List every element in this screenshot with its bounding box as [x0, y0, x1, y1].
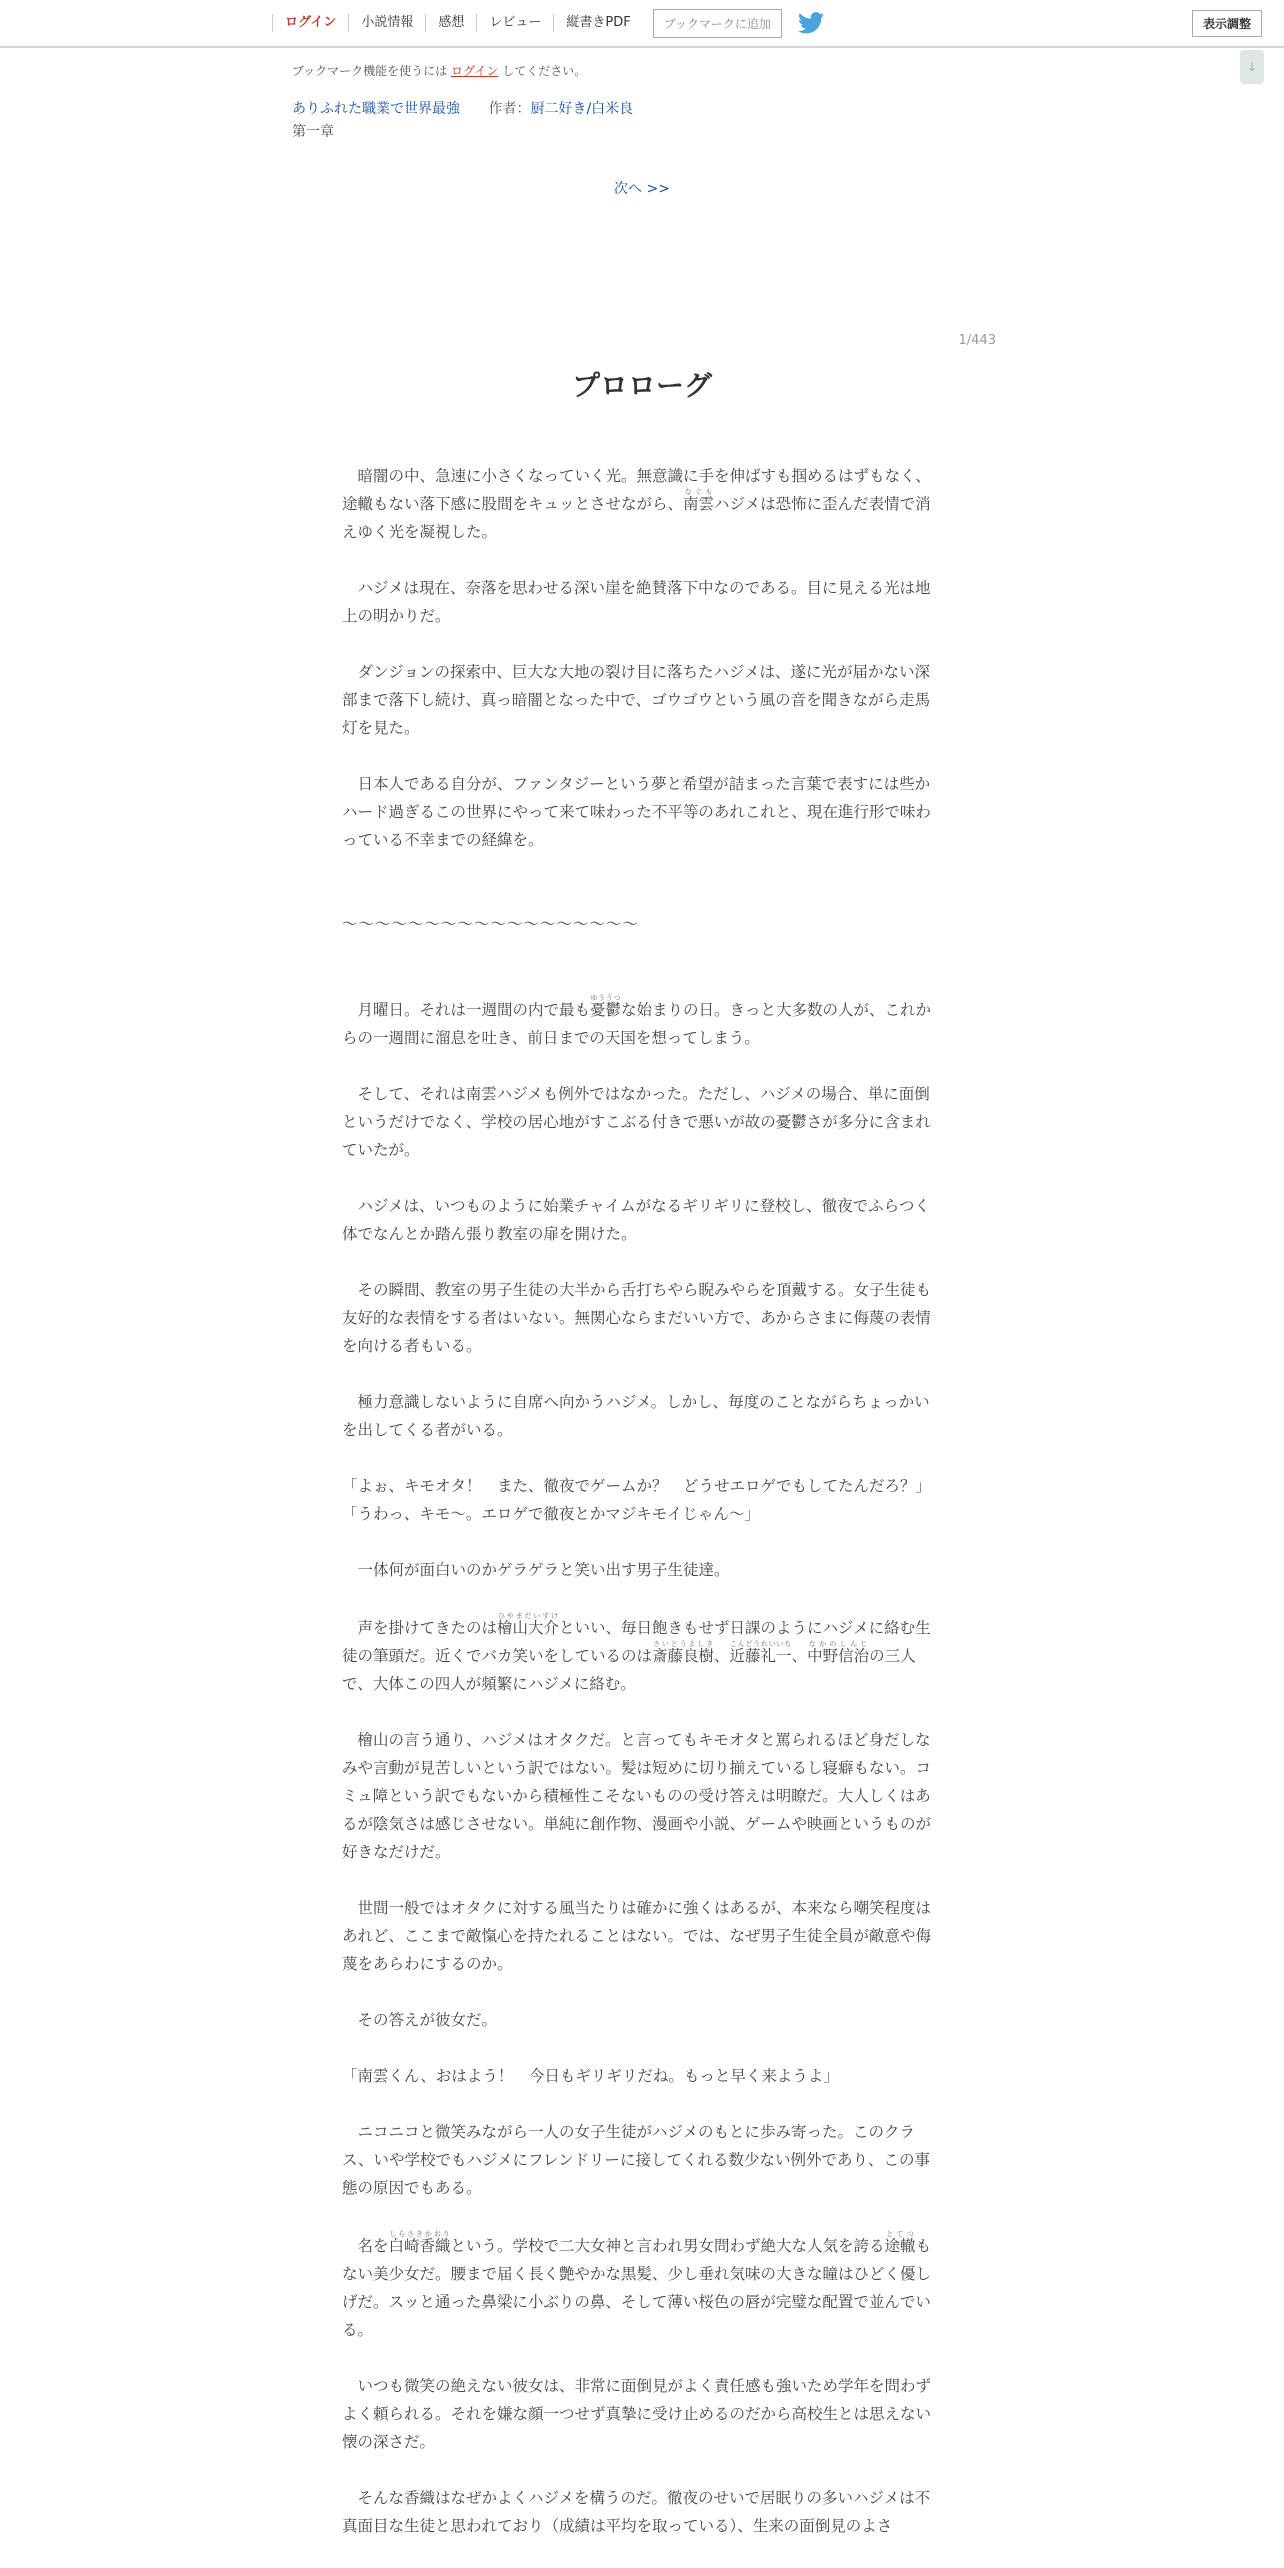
novel-title-link[interactable]: ありふれた職業で世界最強 — [292, 101, 460, 117]
paragraph: 極力意識しないように自席へ向かうハジメ。しかし、毎度のことながらちょっかいを出してくる者がいる。 — [342, 1393, 930, 1439]
ruby-word: 近藤礼一こんどうれいいち — [729, 1640, 792, 1665]
paragraph: 一体何が面白いのかゲラゲラと笑い出す男子生徒達。 — [357, 1561, 730, 1579]
top-navigation-bar — [0, 0, 1284, 48]
paragraph: その瞬間、教室の男子生徒の大半から舌打ちやら睨みやらを頂戴する。女子生徒も友好的な表情をする者はいない。無関心ならまだいい方で、あからさまに侮蔑の表情を向ける者もいる。 — [342, 1281, 932, 1355]
paragraph: いつも微笑の絶えない彼女は、非常に面倒見がよく責任感も強いため学年を問わずよく頼られる。それを嫌な顔一つせず真摯に受け止めるのだから高校生とは思えない懐の深さだ。 — [342, 2377, 932, 2451]
dialogue-line: 「うわっ、キモ～。エロゲで徹夜とかマジキモイじゃん～」 — [342, 1505, 760, 1523]
dialogue-line: 「南雲くん、おはよう！ 今日もギリギリだね。もっと早く来ようよ」 — [342, 2067, 839, 2085]
paragraph: 月曜日。それは一週間の内で最も憂鬱ゆううつな始まりの日。きっと大多数の人が、これからの一週間に溜息を吐き、前日までの天国を想ってしまう。 — [342, 994, 932, 1047]
paragraph: 檜山の言う通り、ハジメはオタクだ。と言ってもキモオタと罵られるほど身だしなみや言動が見苦しいという訳ではない。髪は短めに切り揃えているし寝癖もない。コミュ障という訳でもないから積極性こそないものの受け答えは明瞭だ。大人しくはあるが陰気さは感じさせない。単純に創作物、漫画や小説、ゲームや映画というものが好きなだけだ。 — [342, 1731, 932, 1861]
nav-vertical-pdf-link[interactable]: 縦書きPDF — [566, 15, 631, 30]
author-link[interactable]: 厨二好き/白米良 — [530, 101, 634, 117]
notice-text-end: してください。 — [502, 64, 587, 78]
ruby-word: 途轍とてつ — [884, 2230, 916, 2255]
nav-novel-info-link[interactable]: 小説情報 — [349, 14, 426, 32]
paragraph: ハジメは現在、奈落を思わせる深い崖を絶賛落下中なのである。目に見える光は地上の明かりだ。 — [342, 579, 931, 625]
episode-title: プロローグ — [571, 369, 712, 402]
paragraph: 世間一般ではオタクに対する風当たりは確かに強くはあるが、本来なら嘲笑程度はあれど、ここまで敵愾心を持たれることはない。では、なぜ男子生徒全員が敵意や侮蔑をあらわにするのか。 — [342, 1899, 932, 1973]
chapter-title: 第一章 — [292, 124, 334, 140]
paragraph: ニコニコと微笑みながら一人の女子生徒がハジメのもとに歩み寄った。このクラス、いや学校でもハジメにフレンドリーに接してくれる数少ない例外であり、この事態の原因でもある。 — [342, 2123, 930, 2197]
novel-body — [342, 462, 936, 2568]
ruby-word: 檜山大介ひやまだいすけ — [497, 1612, 560, 1637]
paragraph: 日本人である自分が、ファンタジーという夢と希望が詰まった言葉で表すには些かハード過ぎるこの世界にやって来て味わった不平等のあれこれと、現在進行形で味わっている不幸までの経緯を。 — [342, 775, 931, 849]
nav-impressions-link[interactable]: 感想 — [426, 14, 477, 32]
dialogue-line: 「よぉ、キモオタ！ また、徹夜でゲームか？ どうせエロゲでもしてたんだろ？」 — [342, 1477, 932, 1495]
paragraph: ハジメは、いつものように始業チャイムがなるギリギリに登校し、徹夜でふらつく体でなんとか踏ん張り教室の扉を開けた。 — [342, 1197, 930, 1243]
bookmark-login-notice — [292, 62, 586, 79]
nav-menu — [272, 0, 824, 46]
author-label: 作者：厨二好き/白米良 — [488, 101, 634, 117]
page-counter: 1/443 — [958, 333, 996, 348]
paragraph: 名を白崎香織しらさきかおりという。学校で二大女神と言われ男女問わず絶大な人気を誇る途轍とてつもない美少女だ。腰まで届く長く艶やかな黒髪、少し垂れ気味の大きな瞳はひどく優しげだ。スッと通った鼻梁に小ぶりの鼻、そして薄い桜色の唇が完璧な配置で並んでいる。 — [342, 2230, 932, 2339]
notice-login-link[interactable]: ログイン — [451, 64, 499, 78]
scroll-down-button[interactable]: ↓ — [1240, 50, 1264, 84]
paragraph: そんな香織はなぜかよくハジメを構うのだ。徹夜のせいで居眠りの多いハジメは不真面目な生徒と思われており（成績は平均を取っている）、生来の面倒見のよさ — [342, 2489, 931, 2535]
paragraph: 声を掛けてきたのは檜山大介ひやまだいすけといい、毎日飽きもせず日課のようにハジメに絡む生徒の筆頭だ。近くでバカ笑いをしているのは斎藤良樹さいとうよしき、近藤礼一こんどうれいいち、中野信治なかのしんじの三人で、大体この四人が頻繁にハジメに絡む。 — [342, 1612, 931, 1693]
ruby-word: 南雲なぐも — [683, 488, 715, 513]
display-settings-button[interactable]: 表示調整 — [1192, 10, 1262, 37]
notice-text: ブックマーク機能を使うには — [292, 64, 448, 78]
ruby-word: 憂鬱ゆううつ — [590, 994, 622, 1019]
novel-title-line — [292, 98, 633, 118]
paragraph: ダンジョンの探索中、巨大な大地の裂け目に落ちたハジメは、遂に光が届かない深部まで落下し続け、真っ暗闇となった中で、ゴウゴウという風の音を聞きながら走馬灯を見た。 — [342, 663, 931, 737]
nav-review-link[interactable]: レビュー — [477, 14, 554, 32]
scene-separator: ～～～～～～～～～～～～～～～～～～ — [342, 915, 640, 933]
ruby-word: 斎藤良樹さいとうよしき — [652, 1640, 715, 1665]
twitter-bird-icon[interactable] — [798, 12, 824, 34]
nav-login-link[interactable]: ログイン — [272, 14, 349, 32]
paragraph: そして、それは南雲ハジメも例外ではなかった。ただし、ハジメの場合、単に面倒というだけでなく、学校の居心地がすこぶる付きで悪いが故の憂鬱さが多分に含まれていたが。 — [342, 1085, 931, 1159]
next-page-link[interactable]: 次へ >> — [614, 181, 670, 197]
ruby-word: 中野信治なかのしんじ — [807, 1640, 870, 1665]
paragraph: その答えが彼女だ。 — [357, 2011, 498, 2029]
ruby-word: 白崎香織しらさきかおり — [388, 2230, 451, 2255]
paragraph: 暗闇の中、急速に小さくなっていく光。無意識に手を伸ばすも掴めるはずもなく、途轍もない落下感に股間をキュッとさせながら、南雲なぐもハジメは恐怖に歪んだ表情で消えゆく光を凝視した。 — [342, 467, 931, 541]
add-bookmark-button[interactable]: ブックマークに追加 — [653, 9, 782, 38]
